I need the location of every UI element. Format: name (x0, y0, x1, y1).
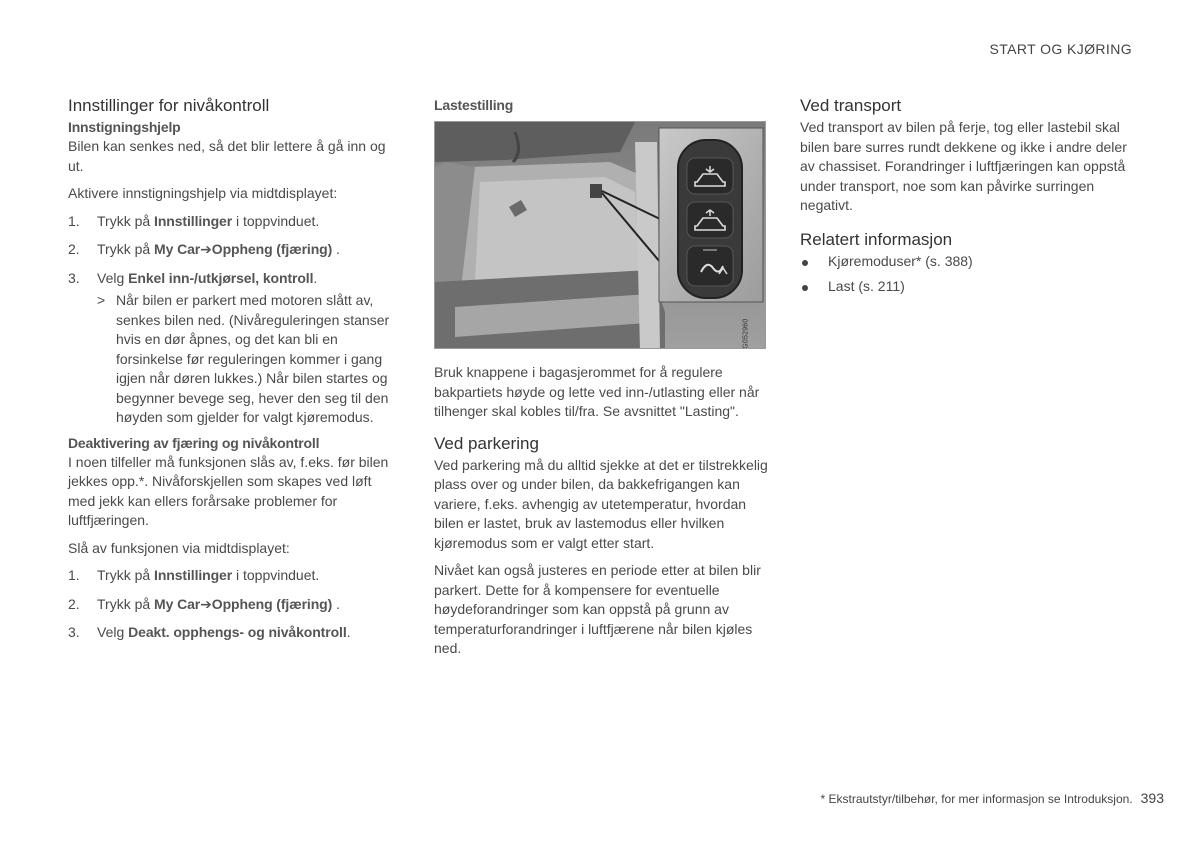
menu-reference: Oppheng (fjæring) (211, 595, 333, 612)
related-link[interactable]: Last (s. 211) (800, 277, 1132, 297)
paragraph: Nivået kan også justeres en periode etter at bilen blir parkert. Dette for å kompensere for eventuelle høydeforandringer som kan oppstå på grunn av temperaturforandringer i luftfjærene når bilen kjøles ned. (434, 562, 761, 656)
menu-reference: My Car (154, 595, 201, 612)
step-item: 2. Trykk på My Car➔Oppheng (fjæring) . (68, 241, 340, 257)
paragraph: Ved transport av bilen på ferje, tog eller lastebil skal bilen bare surres rundt dekkene og ikke i andre deler av chassiset. Forandringer i luftfjæringen kan oppstå under transport, noe som kan påvirke surringen negativt. (800, 119, 1127, 213)
result-marker: > (97, 292, 106, 308)
menu-reference: My Car (154, 241, 201, 257)
column-right (800, 96, 1132, 303)
step-item: 1. Trykk på Innstillinger i toppvinduet. (68, 567, 320, 583)
step-list (68, 212, 402, 289)
menu-reference: Oppheng (fjæring) (211, 241, 333, 257)
cargo-area-figure (434, 121, 766, 349)
step-item: 3. Velg Deakt. opphengs- og nivåkontroll. (68, 624, 351, 640)
subheading-boarding-aid: Innstigningshjelp (68, 119, 181, 135)
section-header: START OG KJØRING (989, 41, 1132, 57)
menu-reference: Deakt. opphengs- og nivåkontroll (128, 624, 347, 640)
menu-reference: Innstillinger (154, 567, 233, 583)
bullet-icon (802, 285, 808, 291)
section-heading-transport: Ved transport (800, 96, 902, 115)
column-left (68, 96, 402, 652)
arrow-icon: ➔ (200, 595, 212, 612)
paragraph: Ved parkering må du alltid sjekke at det er tilstrekkelig plass over og under bilen, da bakkefrigangen kan variere, f.eks. avhengig av utetemperatur, hvordan bilen er lastet, bruk av lastemodus eller hvilken kjøremodus som er valgt etter start. (434, 456, 768, 551)
paragraph: I noen tilfeller må funksjonen slås av, f.eks. før bilen jekkes opp.*. Nivåforskjellen som skapes ved løft med jekk kan ellers forårsake problemer for luftfjæringen. (68, 453, 389, 528)
figure-caption: Bruk knappene i bagasjerommet for å regulere bakpartiets høyde og lette ved inn-/utlasting eller når tilhenger skal kobles til/fra. Se avsnittet "Lasting". (434, 364, 760, 419)
step-item: 2. Trykk på My Car➔Oppheng (fjæring) . (68, 595, 340, 612)
cargo-area-illustration (435, 122, 766, 349)
figure-code: G052960 (742, 318, 750, 349)
section-heading-parking: Ved parkering (434, 433, 539, 453)
arrow-icon: ➔ (200, 241, 212, 257)
step-item: 1. Trykk på Innstillinger i toppvinduet. (68, 212, 320, 229)
column-middle (434, 96, 768, 667)
page-footer (821, 790, 1164, 806)
menu-reference: Innstillinger (154, 212, 233, 229)
step-result: > Når bilen er parkert med motoren slått av, senkes bilen ned. (Nivåreguleringen stanser hvis en dør åpnes, og det kan bli en forsinkelse før reguleringen kommer i gang igjen når døren lukkes.) Når bilen startes og begynner bevege seg, hever den seg til den høyden som gjelder for valgt kjøremodus. (97, 292, 390, 425)
footnote: * Ekstrautstyr/tilbehør, for mer informasjon se Introduksjon. (820, 792, 1133, 806)
page-number: 393 (1140, 790, 1164, 806)
step-item: 3. Velg Enkel inn-/utkjørsel, kontroll. (68, 269, 318, 286)
paragraph: Bilen kan senkes ned, så det blir lettere å gå inn og ut. (68, 138, 386, 174)
subheading-deactivation: Deaktivering av fjæring og nivåkontroll (68, 434, 320, 451)
paragraph: Slå av funksjonen via midtdisplayet: (68, 539, 290, 556)
section-heading-related: Relatert informasjon (800, 229, 953, 249)
bullet-icon (802, 260, 808, 266)
section-title: Innstillinger for nivåkontroll (68, 96, 270, 115)
related-links (800, 252, 1132, 297)
paragraph: Aktivere innstigningshjelp via midtdisplayet: (68, 185, 338, 201)
related-link[interactable]: Kjøremoduser* (s. 388) (800, 252, 1132, 272)
menu-reference: Enkel inn-/utkjørsel, kontroll (128, 269, 314, 286)
subheading-loading-position: Lastestilling (434, 97, 514, 113)
step-list (68, 566, 402, 643)
